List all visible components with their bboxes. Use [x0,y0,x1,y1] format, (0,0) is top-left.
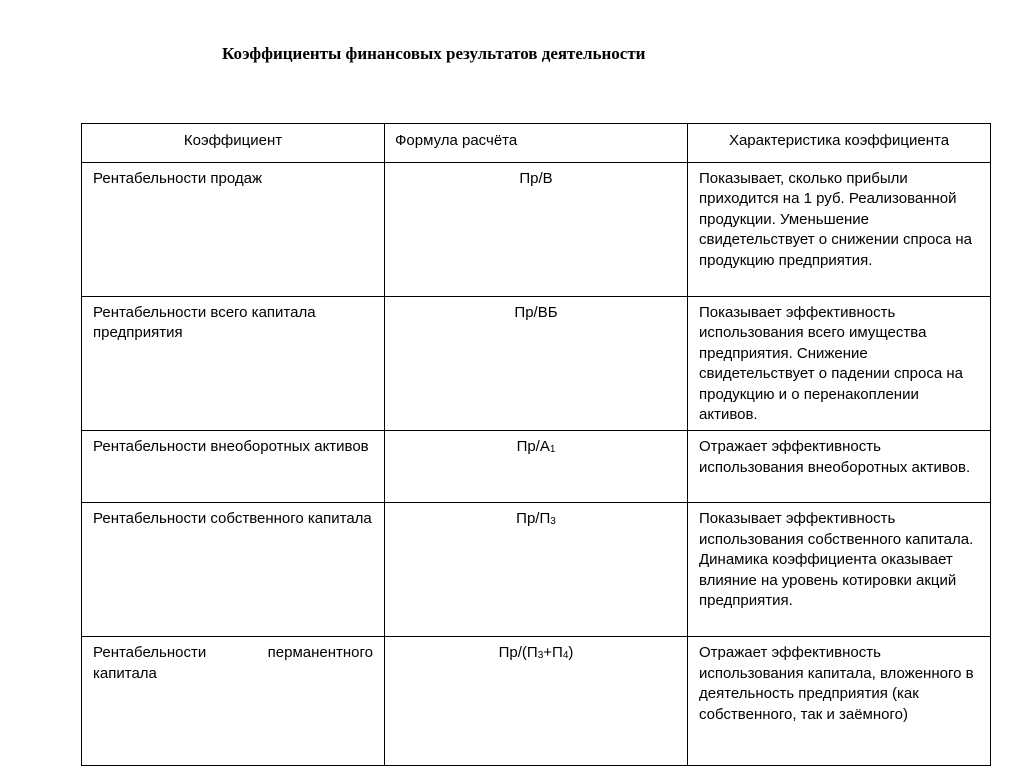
coefficient-description: Отражает эффективность использования капитала, вложенного в деятельность предприятия (как собственного, так и заёмного) [688,637,991,766]
formula-mid: +П [543,644,563,662]
coefficient-formula: Пр/ВБ [385,297,688,431]
header-formula: Формула расчёта [385,124,688,163]
table-header-row [82,124,991,163]
formula-base: Пр/П [516,510,551,528]
header-characteristic: Характеристика коэффициента [688,124,991,163]
coefficient-name: Рентабельности всего капитала предприятия [82,297,385,431]
coefficient-description: Отражает эффективность использования внеоборотных активов. [688,431,991,503]
table-row [82,297,991,431]
formula-subscript: 4 [562,650,569,662]
coefficient-description: Показывает, сколько прибыли приходится на 1 руб. Реализованной продукции. Уменьшение свидетельствует о снижении спроса на продукцию предприятия. [688,163,991,297]
formula-subscript: 3 [537,650,544,662]
coefficient-formula: Пр/В [385,163,688,297]
coefficient-formula [385,637,688,766]
coefficients-table [81,123,991,766]
coefficient-description: Показывает эффективность использования всего имущества предприятия. Снижение свидетельствует о падении спроса на продукцию и о перенакоплении активов. [688,297,991,431]
formula-open: Пр/(П [498,644,538,662]
table-row [82,503,991,637]
formula-subscript: 3 [550,516,556,528]
formula-subscript: 1 [549,444,556,456]
formula-base: Пр/А [516,438,550,456]
coefficient-name: Рентабельности перманентного капитала [82,637,385,766]
coefficient-name: Рентабельности собственного капитала [82,503,385,637]
formula-close: ) [568,644,574,662]
coefficient-name: Рентабельности внеоборотных активов [82,431,385,503]
coefficient-formula [385,503,688,637]
coefficient-formula [385,431,688,503]
table-row [82,163,991,297]
coefficient-name: Рентабельности продаж [82,163,385,297]
coefficient-description: Показывает эффективность использования собственного капитала. Динамика коэффициента оказывает влияние на уровень котировки акций предприятия. [688,503,991,637]
header-coefficient: Коэффициент [82,124,385,163]
table-row [82,431,991,503]
table-row [82,637,991,766]
page-title: Коэффициенты финансовых результатов деятельности [222,44,646,63]
